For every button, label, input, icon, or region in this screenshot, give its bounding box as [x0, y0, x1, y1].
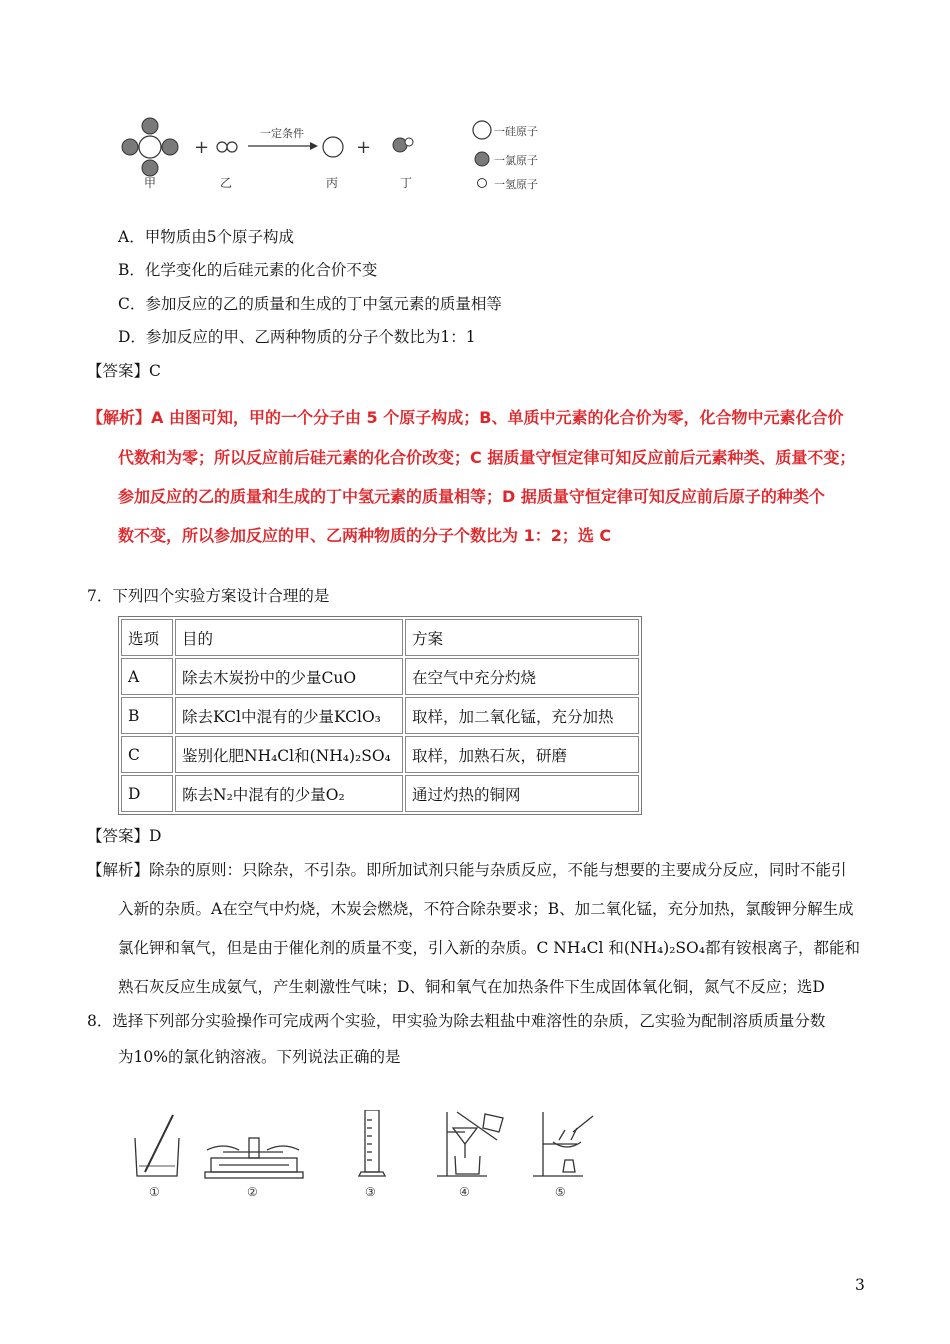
apparatus-label-2: ② [247, 1185, 258, 1199]
q7-analysis-line-4: 熟石灰反应生成氨气，产生刺激性气味；D、铜和氧气在加热条件下生成固体氧化铜，氮气不反应；选D [118, 978, 825, 996]
q7-answer: 【答案】D [87, 827, 162, 845]
legend-cl: 一氯原子 [494, 154, 538, 167]
q8-stem-line-1: 8．选择下列部分实验操作可完成两个实验，甲实验为除去粗盐中难溶性的杂质，乙实验为配制溶质质量分数 [87, 1012, 826, 1030]
legend-h: 一氢原子 [494, 178, 538, 191]
reaction-condition: 一定条件 [260, 127, 304, 140]
q6-analysis-line-4: 数不变，所以参加反应的甲、乙两种物质的分子个数比为 1：2；选 C [118, 526, 612, 545]
table-row: A 除去木炭扮中的少量CuO 在空气中充分灼烧 [121, 658, 639, 695]
header-option: 选项 [121, 619, 173, 656]
q6-option-c: C．参加反应的乙的质量和生成的丁中氢元素的质量相等 [118, 295, 502, 313]
reaction-diagram [110, 110, 580, 200]
legend [473, 121, 538, 191]
q6-option-a: A．甲物质由5个原子构成 [118, 228, 295, 246]
apparatus-label-3: ③ [365, 1185, 376, 1199]
beaker-rod-icon [135, 1115, 179, 1176]
apparatus-figures [125, 1110, 605, 1200]
molecule-jia [122, 118, 178, 176]
q8-stem-line-2: 为10%的氯化钠溶液。下列说法正确的是 [118, 1048, 401, 1066]
q6-answer: 【答案】C [87, 362, 161, 380]
label-yi: 乙 [220, 176, 233, 190]
label-jia: 甲 [144, 176, 157, 190]
q6-analysis-label: 【解析】 [87, 408, 152, 427]
table-row: B 除去KCl中混有的少量KClO₃ 取样，加二氧化锰，充分加热 [121, 697, 639, 734]
header-purpose: 目的 [175, 619, 403, 656]
plus-2: + [356, 137, 372, 158]
q7-table [118, 616, 642, 815]
molecule-ding [393, 138, 413, 152]
table-header-row [121, 619, 639, 656]
q7-analysis-line-2: 入新的杂质。A在空气中灼烧，木炭会燃烧，不符合除杂要求；B、加二氧化锰，充分加热，氯酸钾分解生成 [118, 900, 854, 918]
header-plan: 方案 [405, 619, 639, 656]
q6-analysis-line-2: 代数和为零；所以反应前后硅元素的化合价改变；C 据质量守恒定律可知反应前后元素种类、质量不变； [118, 448, 856, 467]
legend-cl-icon [475, 152, 489, 166]
page-number: 3 [855, 1276, 865, 1294]
apparatus-label-5: ⑤ [555, 1185, 566, 1199]
q7-analysis-line-1: 【解析】除杂的原则：只除杂，不引杂。即所加试剂只能与杂质反应，不能与想要的主要成分反应，同时不能引 [87, 861, 847, 879]
table-row: D 陈去N₂中混有的少量O₂ 通过灼热的铜网 [121, 775, 639, 812]
legend-h-icon [478, 179, 487, 188]
q7-table-wrap [118, 616, 642, 815]
q6-option-b: B．化学变化的后硅元素的化合价不变 [118, 261, 378, 279]
apparatus-label-4: ④ [459, 1185, 470, 1199]
molecule-bing [323, 137, 343, 157]
apparatus-label-1: ① [149, 1185, 160, 1199]
label-ding: 丁 [400, 176, 413, 190]
label-bing: 丙 [326, 176, 339, 190]
plus-1: + [194, 137, 210, 158]
q6-analysis-line-1: 【解析】A 由图可知，甲的一个分子由 5 个原子构成；B、单质中元素的化合价为零，化合物中元素化合价 [87, 408, 844, 427]
evaporation-icon [533, 1112, 593, 1176]
legend-si-icon [473, 121, 491, 139]
q6-option-d: D．参加反应的甲、乙两种物质的分子个数比为1：1 [118, 328, 476, 346]
q7-stem: 7．下列四个实验方案设计合理的是 [87, 587, 330, 605]
q7-analysis-line-3: 氯化钾和氧气，但是由于催化剂的质量不变，引入新的杂质。C NH₄Cl 和(NH₄)₂SO₄都有铵根离子，都能和 [118, 939, 860, 957]
legend-si: 一硅原子 [494, 125, 538, 138]
filtration-icon [437, 1112, 503, 1176]
graduated-cylinder-icon [359, 1110, 385, 1176]
table-row: C 鉴别化肥NH₄Cl和(NH₄)₂SO₄ 取样，加熟石灰，研磨 [121, 736, 639, 773]
q6-analysis-line-3: 参加反应的乙的质量和生成的丁中氢元素的质量相等；D 据质量守恒定律可知反应前后原子的种类个 [118, 487, 825, 506]
molecule-yi [217, 142, 237, 152]
balance-icon [205, 1138, 303, 1178]
